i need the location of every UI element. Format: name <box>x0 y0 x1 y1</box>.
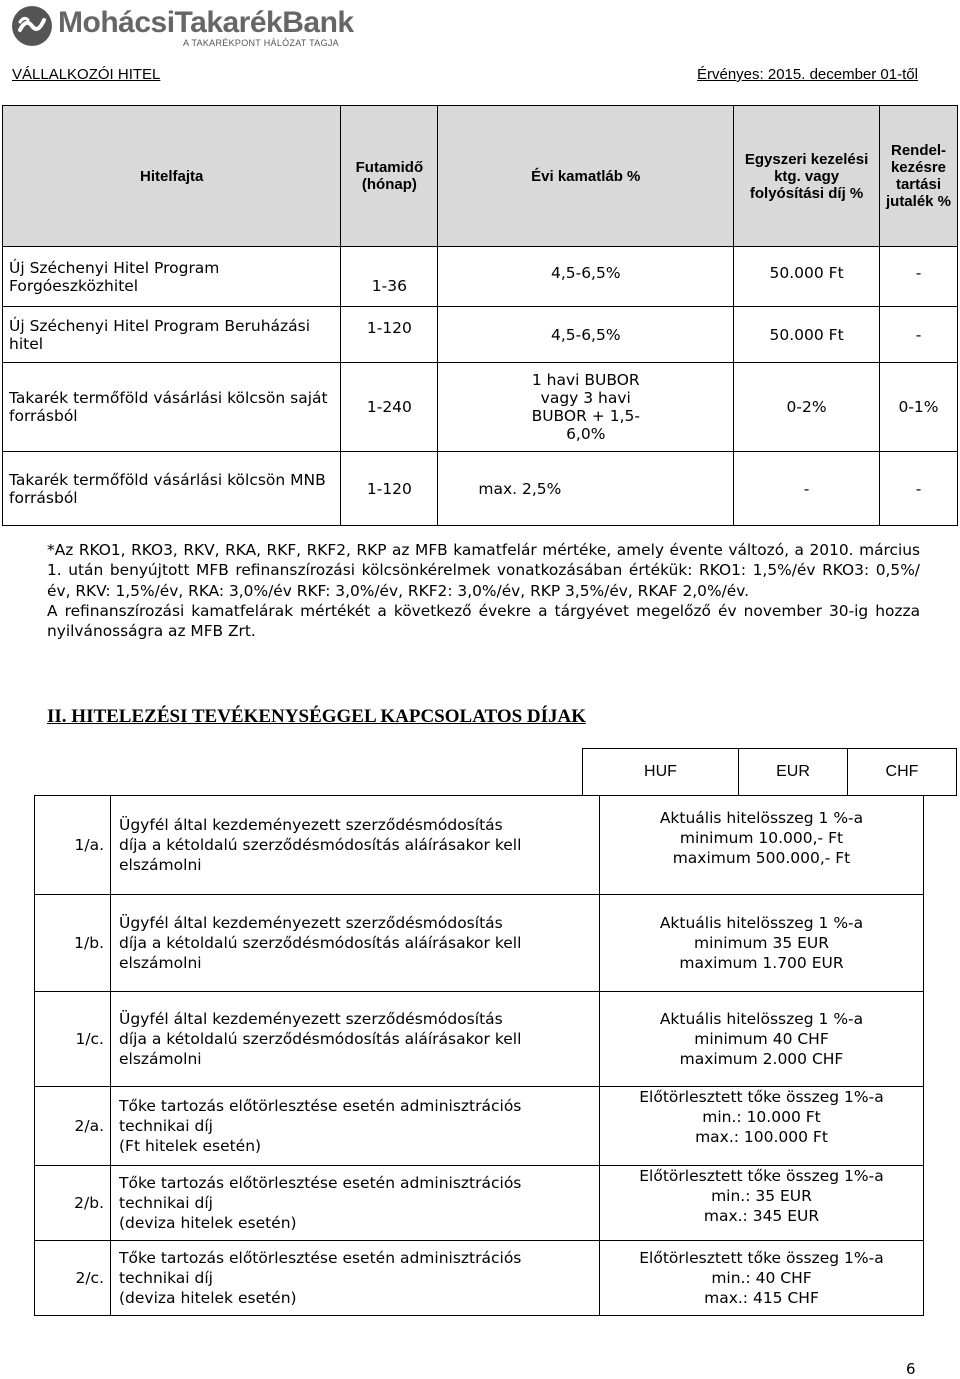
fee-description-line: Ügyfél által kezdeményezett szerződésmódosítás <box>119 1010 503 1028</box>
fee-value-line: Előtörlesztett tőke összeg 1%-a <box>639 1088 884 1106</box>
loan-type: Új Széchenyi Hitel Program Forgóeszközhitel <box>3 247 341 307</box>
fee-description-line: Tőke tartozás előtörlesztése esetén adminisztrációs <box>119 1097 522 1115</box>
fee-row <box>34 1086 924 1166</box>
bank-name: MohácsiTakarékBank <box>58 6 354 39</box>
refinancing-note <box>47 540 920 641</box>
fee-row <box>34 1240 924 1316</box>
fee-value-line: Előtörlesztett tőke összeg 1%-a <box>639 1167 884 1185</box>
fee-value <box>599 1166 923 1240</box>
fee-value <box>599 1087 923 1165</box>
annual-rate: 1 havi BUBOR vagy 3 havi BUBOR + 1,5-6,0% <box>438 363 734 452</box>
fee-row <box>34 795 924 895</box>
fee-value <box>599 992 923 1086</box>
handling-fee: - <box>734 452 880 526</box>
fee-row <box>34 991 924 1087</box>
document-category: VÁLLALKOZÓI HITEL <box>12 66 161 83</box>
commitment-fee: - <box>879 307 957 363</box>
fee-number: 1/a. <box>35 796 111 894</box>
fee-description-line: elszámolni <box>119 954 202 972</box>
commitment-fee: - <box>879 452 957 526</box>
currency-eur: EUR <box>739 749 848 796</box>
fee-value-line: max.: 415 CHF <box>704 1289 819 1307</box>
fee-value-line: minimum 10.000,- Ft <box>679 829 844 847</box>
term: 1-120 <box>341 452 438 526</box>
table-row <box>3 247 958 307</box>
fee-description-line: elszámolni <box>119 856 202 874</box>
fee-description-line: Ügyfél által kezdeményezett szerződésmódosítás <box>119 816 503 834</box>
fee-value-line: max.: 345 EUR <box>703 1207 820 1225</box>
header-commitment-fee: Rendel-kezésre tartási jutalék % <box>879 106 957 247</box>
fee-value-line: Előtörlesztett tőke összeg 1%-a <box>639 1249 884 1267</box>
fee-row <box>34 1165 924 1241</box>
note-paragraph: *Az RKO1, RKO3, RKV, RKA, RKF, RKF2, RKP az MFB kamatfelár mértéke, amely évente változó, a 2010. március 1. után benyújtott MFB refinanszírozási kölcsönkérelmek vonatkozásában értékük: RKO1: 1,5%/év RKO3: 0,5%/év, RKV: 1,5%/év, RKA: 3,0%/év RKF: 3,0%/év, RKF2: 3,0%/év, RKP 3,5%/év, RKAF 2,0%/év. <box>47 541 920 600</box>
annual-rate: 4,5-6,5% <box>438 247 734 307</box>
fee-value <box>599 895 923 991</box>
fee-description-line: elszámolni <box>119 1050 202 1068</box>
fee-description-line: Ügyfél által kezdeményezett szerződésmódosítás <box>119 914 503 932</box>
fee-description-line: Tőke tartozás előtörlesztése esetén adminisztrációs <box>119 1174 522 1192</box>
table-row <box>3 452 958 526</box>
commitment-fee: - <box>879 247 957 307</box>
fee-value <box>599 1241 923 1315</box>
fee-value-line: maximum 2.000 CHF <box>679 1050 844 1068</box>
fee-description-line: (Ft hitelek esetén) <box>119 1137 262 1155</box>
loan-type: Takarék termőföld vásárlási kölcsön MNB forrásból <box>3 452 341 526</box>
fee-value <box>599 796 923 894</box>
fee-description-line: díja a kétoldalú szerződésmódosítás aláírásakor kell <box>119 1030 522 1048</box>
fee-value-line: min.: 10.000 Ft <box>702 1108 821 1126</box>
fee-value-line: min.: 40 CHF <box>711 1269 812 1287</box>
header-annual-rate: Évi kamatláb % <box>438 106 734 247</box>
handling-fee: 50.000 Ft <box>734 247 880 307</box>
term: 1-240 <box>341 363 438 452</box>
annual-rate: max. 2,5% <box>438 452 734 526</box>
fee-number: 2/b. <box>35 1166 111 1240</box>
loan-rate-table <box>2 105 958 526</box>
fee-description-line: díja a kétoldalú szerződésmódosítás aláírásakor kell <box>119 836 522 854</box>
note-paragraph: A refinanszírozási kamatfelárak mértékét a következő évekre a tárgyévet megelőző év november 30-ig hozza nyilvánosságra az MFB Zrt. <box>47 601 920 641</box>
loan-type: Takarék termőföld vásárlási kölcsön saját forrásból <box>3 363 341 452</box>
fee-value-line: max.: 100.000 Ft <box>695 1128 828 1146</box>
term: 1-120 <box>341 307 438 363</box>
fee-description-line: technikai díj <box>119 1269 213 1287</box>
fee-number: 1/c. <box>35 992 111 1086</box>
fee-description <box>119 895 599 991</box>
table-row <box>3 363 958 452</box>
header-loan-type: Hitelfajta <box>3 106 341 247</box>
fee-value-line: Aktuális hitelösszeg 1 %-a <box>659 914 864 932</box>
fee-value-line: min.: 35 EUR <box>711 1187 812 1205</box>
commitment-fee: 0-1% <box>879 363 957 452</box>
fee-value-line: minimum 35 EUR <box>693 934 830 952</box>
fee-description <box>119 796 599 894</box>
fee-number: 2/a. <box>35 1087 111 1165</box>
fee-description-line: technikai díj <box>119 1117 213 1135</box>
fee-value-line: minimum 40 CHF <box>694 1030 829 1048</box>
fee-value-line: Aktuális hitelösszeg 1 %-a <box>659 1010 864 1028</box>
fee-number: 2/c. <box>35 1241 111 1315</box>
fee-description-line: (deviza hitelek esetén) <box>119 1214 297 1232</box>
fee-description <box>119 992 599 1086</box>
section-title: II. HITELEZÉSI TEVÉKENYSÉGGEL KAPCSOLATOS DÍJAK <box>47 706 587 727</box>
fee-number: 1/b. <box>35 895 111 991</box>
header-term: Futamidő (hónap) <box>341 106 438 247</box>
fee-description <box>119 1241 599 1315</box>
fee-value-line: maximum 1.700 EUR <box>679 954 844 972</box>
fee-description <box>119 1087 599 1165</box>
fee-description-line: (deviza hitelek esetén) <box>119 1289 297 1307</box>
currency-header <box>582 748 957 796</box>
fee-description <box>119 1166 599 1240</box>
validity-date: Érvényes: 2015. december 01-től <box>697 66 918 83</box>
fee-value-line: maximum 500.000,- Ft <box>672 849 851 867</box>
term: 1-36 <box>341 247 438 307</box>
currency-huf: HUF <box>583 749 739 796</box>
table-row <box>3 307 958 363</box>
currency-chf: CHF <box>848 749 957 796</box>
bank-tagline: A TAKARÉKPONT HÁLÓZAT TAGJA <box>183 38 339 48</box>
header-handling-fee: Egyszeri kezelési ktg. vagy folyósítási díj % <box>734 106 880 247</box>
fee-description-line: technikai díj <box>119 1194 213 1212</box>
page-number: 6 <box>906 1360 916 1378</box>
handling-fee: 0-2% <box>734 363 880 452</box>
fee-value-line: Aktuális hitelösszeg 1 %-a <box>659 809 864 827</box>
fee-description-line: díja a kétoldalú szerződésmódosítás aláírásakor kell <box>119 934 522 952</box>
fee-row <box>34 894 924 992</box>
handling-fee: 50.000 Ft <box>734 307 880 363</box>
fee-description-line: Tőke tartozás előtörlesztése esetén adminisztrációs <box>119 1249 522 1267</box>
annual-rate: 4,5-6,5% <box>438 307 734 363</box>
loan-type: Új Széchenyi Hitel Program Beruházási hitel <box>3 307 341 363</box>
